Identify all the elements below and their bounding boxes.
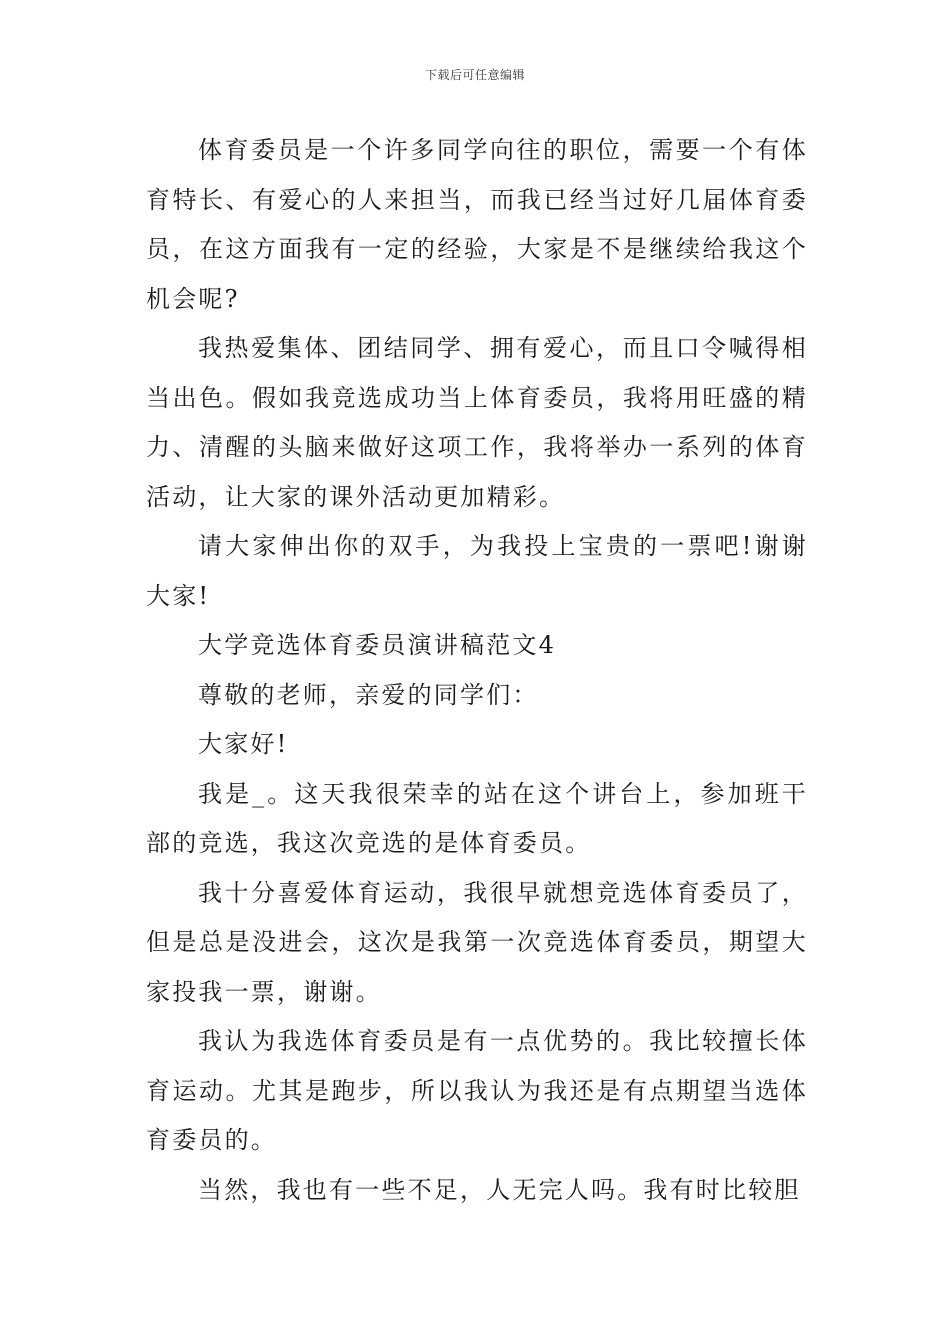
greeting: 大家好! bbox=[198, 730, 289, 758]
header-note: 下载后可任意编辑 bbox=[424, 68, 525, 82]
paragraph: 我是_。这天我很荣幸的站在这个讲台上，参加班干部的竞选，我这次竞选的是体育委员。 bbox=[146, 779, 808, 857]
paragraph: 体育委员是一个许多同学向往的职位，需要一个有体育特长、有爱心的人来担当，而我已经当过好几届体育委员，在这方面我有一定的经验，大家是不是继续给我这个机会呢? bbox=[146, 136, 808, 313]
document-body bbox=[146, 126, 808, 1215]
paragraph: 我认为我选体育委员是有一点优势的。我比较擅长体育运动。尤其是跑步，所以我认为我还是有点期望当选体育委员的。 bbox=[146, 1027, 808, 1154]
paragraph: 请大家伸出你的双手，为我投上宝贵的一票吧!谢谢大家! bbox=[146, 532, 808, 610]
salutation: 尊敬的老师，亲爱的同学们： bbox=[198, 680, 539, 709]
paragraph: 我十分喜爱体育运动，我很早就想竞选体育委员了，但是总是没进会，这次是我第一次竞选体育委员，期望大家投我一票，谢谢。 bbox=[146, 878, 808, 1006]
section-title: 大学竞选体育委员演讲稿范文4 bbox=[198, 631, 557, 659]
paragraph: 当然，我也有一些不足，人无完人吗。我有时比较胆 bbox=[198, 1175, 801, 1204]
paragraph: 我热爱集体、团结同学、拥有爱心，而且口令喊得相当出色。假如我竞选成功当上体育委员，我将用旺盛的精力、清醒的头脑来做好这项工作，我将举办一系列的体育活动，让大家的课外活动更加精彩。 bbox=[146, 334, 808, 511]
